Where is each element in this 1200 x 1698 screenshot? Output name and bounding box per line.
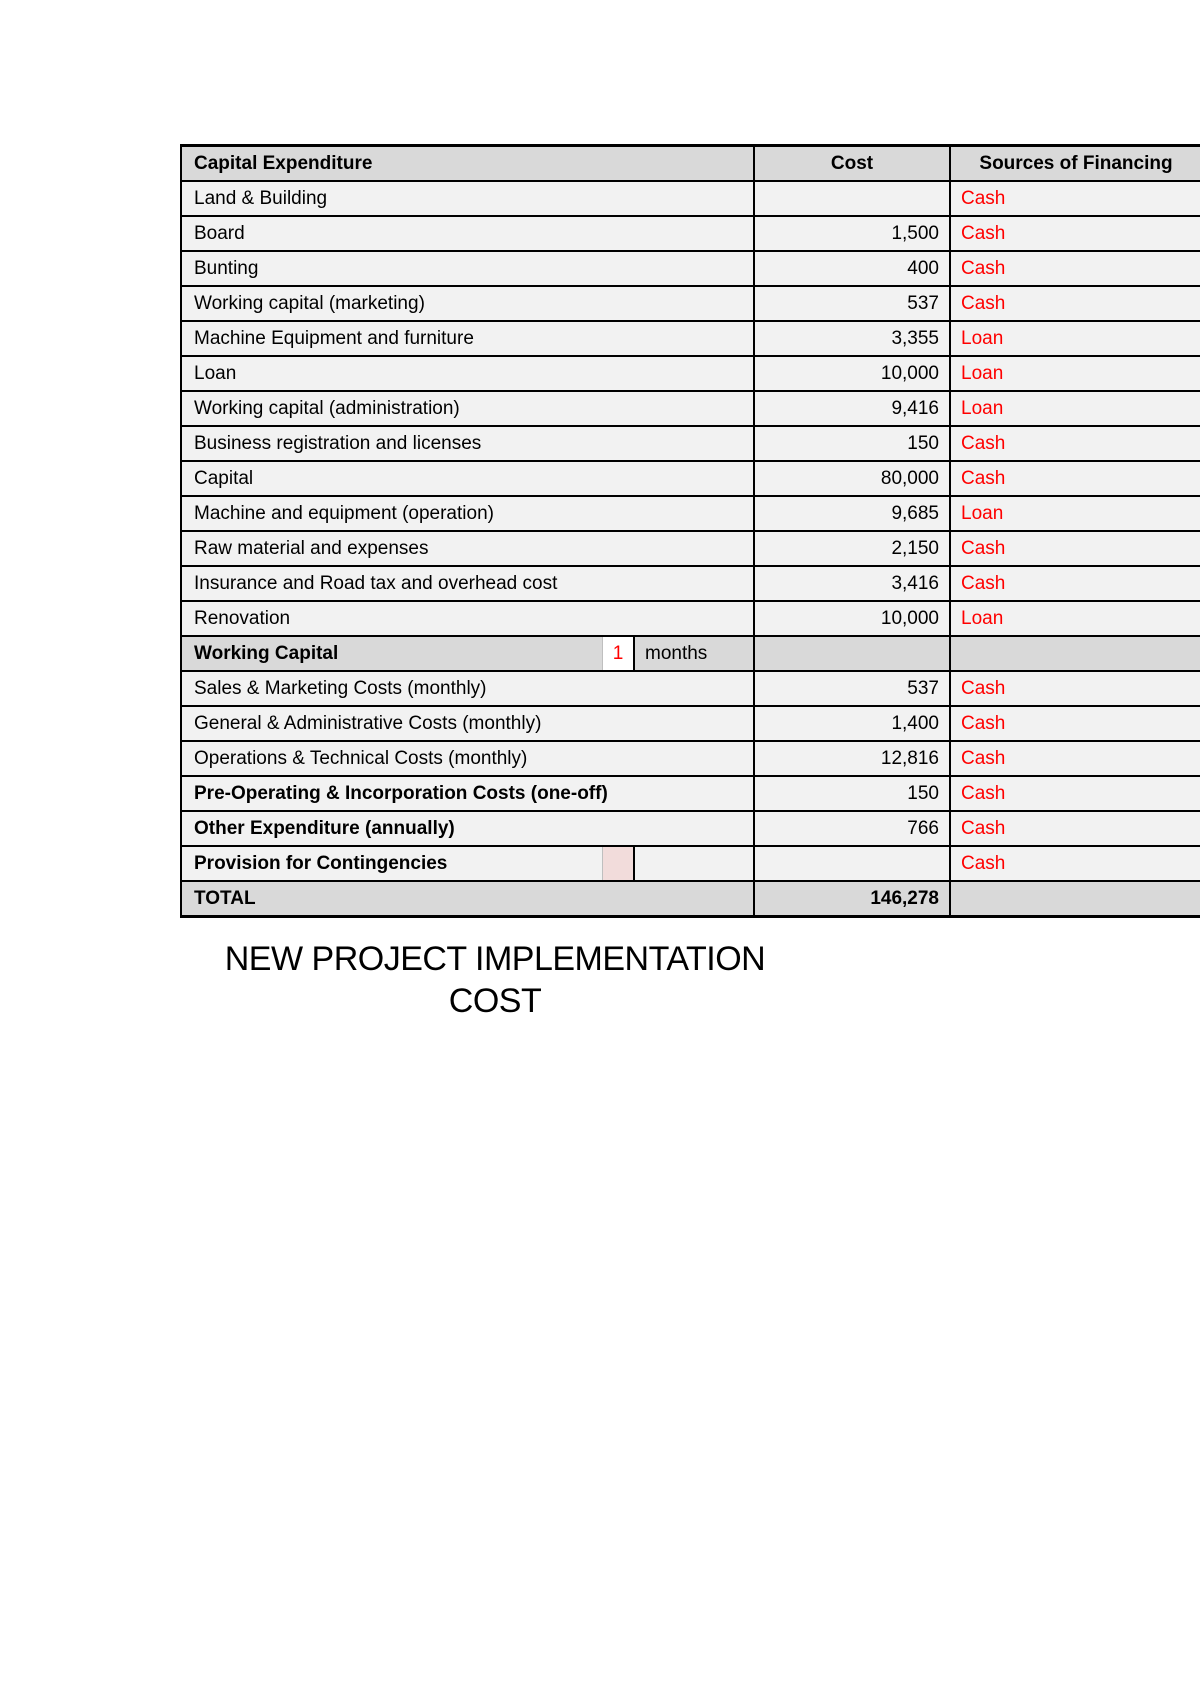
working-capital-cost-cell (754, 636, 950, 671)
header-cost: Cost (754, 146, 950, 182)
page-title-line2: COST (448, 982, 542, 1020)
item-cell[interactable]: Working capital (administration) (181, 391, 754, 426)
source-cell[interactable]: Cash (950, 251, 1200, 286)
source-cell[interactable]: Cash (950, 566, 1200, 601)
source-cell[interactable]: Loan (950, 496, 1200, 531)
cost-cell[interactable]: 150 (754, 776, 950, 811)
item-cell[interactable]: Raw material and expenses (181, 531, 754, 566)
table-row (181, 461, 1200, 496)
source-cell[interactable]: Loan (950, 601, 1200, 636)
table-row (181, 601, 1200, 636)
page-title (190, 938, 800, 1022)
working-capital-label: Working Capital (194, 642, 339, 664)
source-cell[interactable]: Cash (950, 461, 1200, 496)
item-cell[interactable]: Renovation (181, 601, 754, 636)
cost-cell[interactable]: 9,416 (754, 391, 950, 426)
page-title-line1: NEW PROJECT IMPLEMENTATION (224, 940, 766, 978)
months-label: months (633, 637, 753, 670)
source-cell[interactable]: Loan (950, 391, 1200, 426)
cost-cell[interactable] (754, 846, 950, 881)
cost-cell[interactable]: 537 (754, 286, 950, 321)
source-cell[interactable]: Cash (950, 776, 1200, 811)
table-row (181, 426, 1200, 461)
other-expenditure-row (181, 811, 1200, 846)
total-source-cell (950, 881, 1200, 917)
table-row (181, 671, 1200, 706)
source-cell[interactable]: Cash (950, 741, 1200, 776)
cost-cell[interactable]: 1,400 (754, 706, 950, 741)
table-row (181, 356, 1200, 391)
source-cell[interactable]: Loan (950, 321, 1200, 356)
source-cell[interactable]: Cash (950, 216, 1200, 251)
table-row (181, 741, 1200, 776)
cost-cell[interactable] (754, 181, 950, 216)
cost-cell[interactable]: 3,355 (754, 321, 950, 356)
source-cell[interactable]: Cash (950, 671, 1200, 706)
working-capital-cell (181, 636, 754, 671)
item-cell[interactable]: Operations & Technical Costs (monthly) (181, 741, 754, 776)
cost-cell[interactable]: 1,500 (754, 216, 950, 251)
item-cell[interactable]: General & Administrative Costs (monthly) (181, 706, 754, 741)
total-label-cell: TOTAL (181, 881, 754, 917)
source-cell[interactable]: Cash (950, 286, 1200, 321)
item-cell[interactable]: Sales & Marketing Costs (monthly) (181, 671, 754, 706)
total-cost-cell: 146,278 (754, 881, 950, 917)
cost-cell[interactable]: 9,685 (754, 496, 950, 531)
item-cell[interactable]: Business registration and licenses (181, 426, 754, 461)
item-cell[interactable]: Land & Building (181, 181, 754, 216)
item-cell[interactable]: Board (181, 216, 754, 251)
source-cell[interactable]: Cash (950, 426, 1200, 461)
cost-cell[interactable]: 2,150 (754, 531, 950, 566)
cost-cell[interactable]: 766 (754, 811, 950, 846)
cost-cell[interactable]: 80,000 (754, 461, 950, 496)
item-cell[interactable]: Bunting (181, 251, 754, 286)
source-cell[interactable]: Loan (950, 356, 1200, 391)
working-capital-source-cell (950, 636, 1200, 671)
table-row (181, 286, 1200, 321)
cost-cell[interactable]: 12,816 (754, 741, 950, 776)
item-cell[interactable]: Loan (181, 356, 754, 391)
table-row (181, 706, 1200, 741)
cost-cell[interactable]: 3,416 (754, 566, 950, 601)
total-row (181, 881, 1200, 917)
table-row (181, 181, 1200, 216)
table-row (181, 391, 1200, 426)
table-row (181, 321, 1200, 356)
cost-cell[interactable]: 400 (754, 251, 950, 286)
source-cell[interactable]: Cash (950, 811, 1200, 846)
header-capital-expenditure: Capital Expenditure (181, 146, 754, 182)
item-cell[interactable]: Working capital (marketing) (181, 286, 754, 321)
source-cell[interactable]: Cash (950, 181, 1200, 216)
pre-operating-row (181, 776, 1200, 811)
capital-expenditure-table (180, 144, 1200, 918)
contingencies-row (181, 846, 1200, 881)
cost-cell[interactable]: 10,000 (754, 601, 950, 636)
item-cell[interactable]: Provision for Contingencies (181, 846, 754, 881)
item-cell[interactable]: Pre-Operating & Incorporation Costs (one-off) (181, 776, 754, 811)
source-cell[interactable]: Cash (950, 531, 1200, 566)
item-cell[interactable]: Other Expenditure (annually) (181, 811, 754, 846)
table-header-row (181, 146, 1200, 182)
item-cell[interactable]: Insurance and Road tax and overhead cost (181, 566, 754, 601)
cost-cell[interactable]: 537 (754, 671, 950, 706)
table-row (181, 251, 1200, 286)
working-capital-row (181, 636, 1200, 671)
item-cell[interactable]: Capital (181, 461, 754, 496)
table-row (181, 216, 1200, 251)
table-row (181, 566, 1200, 601)
header-sources-of-financing: Sources of Financing (950, 146, 1200, 182)
table-row (181, 496, 1200, 531)
item-cell[interactable]: Machine Equipment and furniture (181, 321, 754, 356)
months-input[interactable]: 1 (602, 637, 633, 670)
table-row (181, 531, 1200, 566)
source-cell[interactable]: Cash (950, 846, 1200, 881)
contingency-percent-input[interactable] (602, 847, 633, 880)
item-cell[interactable]: Machine and equipment (operation) (181, 496, 754, 531)
contingency-blank-cell (633, 847, 753, 880)
cost-cell[interactable]: 10,000 (754, 356, 950, 391)
cost-cell[interactable]: 150 (754, 426, 950, 461)
source-cell[interactable]: Cash (950, 706, 1200, 741)
